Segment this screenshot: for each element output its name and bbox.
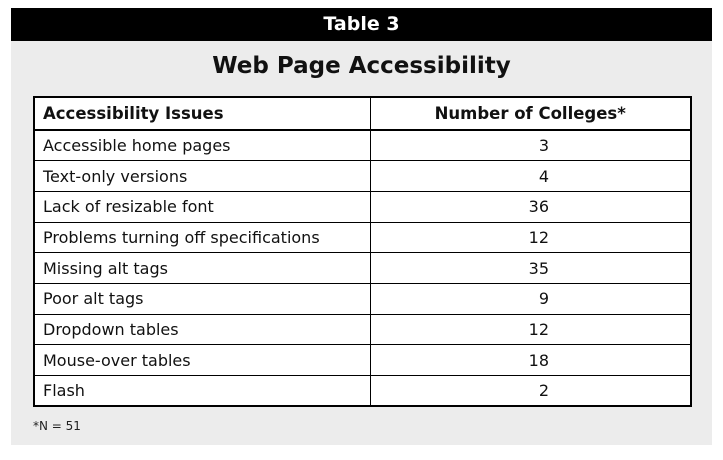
table-row <box>34 345 691 376</box>
row-issue: Poor alt tags <box>34 283 370 314</box>
table-number-banner: Table 3 <box>11 8 712 41</box>
table-row <box>34 253 691 284</box>
row-count: 18 <box>370 345 691 376</box>
table-row <box>34 376 691 407</box>
row-count: 4 <box>370 161 691 192</box>
row-count: 12 <box>370 222 691 253</box>
row-issue: Text-only versions <box>34 161 370 192</box>
column-header-count: Number of Colleges* <box>370 97 691 130</box>
row-issue: Mouse-over tables <box>34 345 370 376</box>
row-count: 12 <box>370 314 691 345</box>
table-panel <box>11 8 712 445</box>
row-count: 35 <box>370 253 691 284</box>
column-header-issues: Accessibility Issues <box>34 97 370 130</box>
table-row <box>34 283 691 314</box>
table-row <box>34 161 691 192</box>
header-row <box>34 97 691 130</box>
row-issue: Accessible home pages <box>34 130 370 161</box>
row-issue: Dropdown tables <box>34 314 370 345</box>
row-issue: Lack of resizable font <box>34 191 370 222</box>
footnote: *N = 51 <box>33 419 81 433</box>
row-issue: Missing alt tags <box>34 253 370 284</box>
table-row <box>34 222 691 253</box>
row-issue: Flash <box>34 376 370 407</box>
table-title: Web Page Accessibility <box>212 53 511 79</box>
table-row <box>34 191 691 222</box>
table-row <box>34 314 691 345</box>
table-row <box>34 130 691 161</box>
row-count: 36 <box>370 191 691 222</box>
table-body <box>34 130 691 406</box>
row-count: 9 <box>370 283 691 314</box>
row-count: 3 <box>370 130 691 161</box>
accessibility-table <box>33 96 692 407</box>
row-count: 2 <box>370 376 691 407</box>
row-issue: Problems turning off specifications <box>34 222 370 253</box>
